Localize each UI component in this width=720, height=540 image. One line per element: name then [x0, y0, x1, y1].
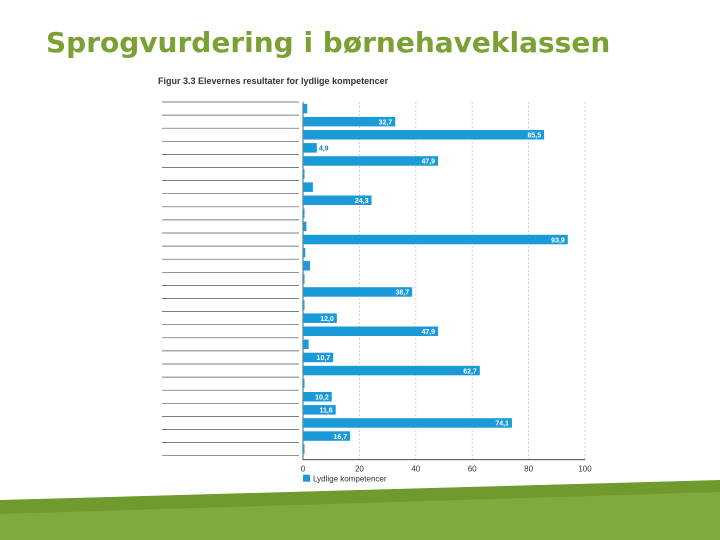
bar-data-label: 16,7 — [333, 433, 348, 441]
x-tick-label: 80 — [524, 464, 534, 474]
x-tick-label: 100 — [578, 464, 592, 474]
bar — [303, 143, 317, 153]
bar-data-label: 10,7 — [316, 355, 331, 363]
bar-data-label: 32,7 — [378, 119, 393, 127]
bar — [303, 418, 512, 428]
bar-data-label: 74,1 — [495, 420, 509, 428]
bar-data-label: 24,3 — [354, 198, 369, 205]
bar — [303, 379, 305, 389]
chart-title: Figur 3.3 Elevernes resultater for lydlige kompetencer — [158, 76, 389, 86]
bar — [303, 235, 568, 245]
bar — [303, 327, 438, 337]
bar-data-label: 12,0 — [320, 315, 334, 323]
bar — [303, 274, 305, 284]
bar — [303, 366, 480, 376]
bar-data-label: 10,2 — [315, 394, 329, 402]
bar — [303, 300, 305, 310]
x-tick-label: 60 — [467, 464, 477, 474]
chart-figure — [150, 70, 600, 490]
bar — [303, 261, 310, 271]
bar — [303, 209, 305, 219]
bar-data-label: 47,9 — [421, 158, 436, 166]
bar — [303, 130, 544, 140]
bar-chart — [150, 70, 600, 490]
bar — [303, 340, 309, 350]
bar-data-label: 38,7 — [395, 289, 410, 297]
bar-data-label: 4,9 — [318, 145, 329, 153]
bar — [303, 222, 306, 232]
x-tick-label: 20 — [354, 464, 364, 474]
bar-data-label: 11,6 — [319, 407, 333, 415]
x-tick-label: 40 — [411, 464, 421, 474]
bar — [303, 169, 305, 179]
bar — [303, 156, 438, 166]
slide-title: Sprogvurdering i børnehaveklassen — [46, 26, 611, 59]
bar-data-label: 47,9 — [421, 329, 436, 336]
bar-data-label: 85,5 — [527, 132, 542, 140]
bar — [303, 104, 307, 114]
legend-label: Lydlige kompetencer — [313, 474, 387, 484]
bar-data-label: 62,7 — [463, 368, 477, 376]
bar — [303, 248, 305, 258]
x-tick-label: 0 — [300, 464, 306, 474]
bar — [303, 444, 305, 454]
bar-data-label: 93,9 — [551, 237, 565, 245]
bar — [303, 182, 313, 192]
bottom-decorative-band — [0, 480, 720, 540]
